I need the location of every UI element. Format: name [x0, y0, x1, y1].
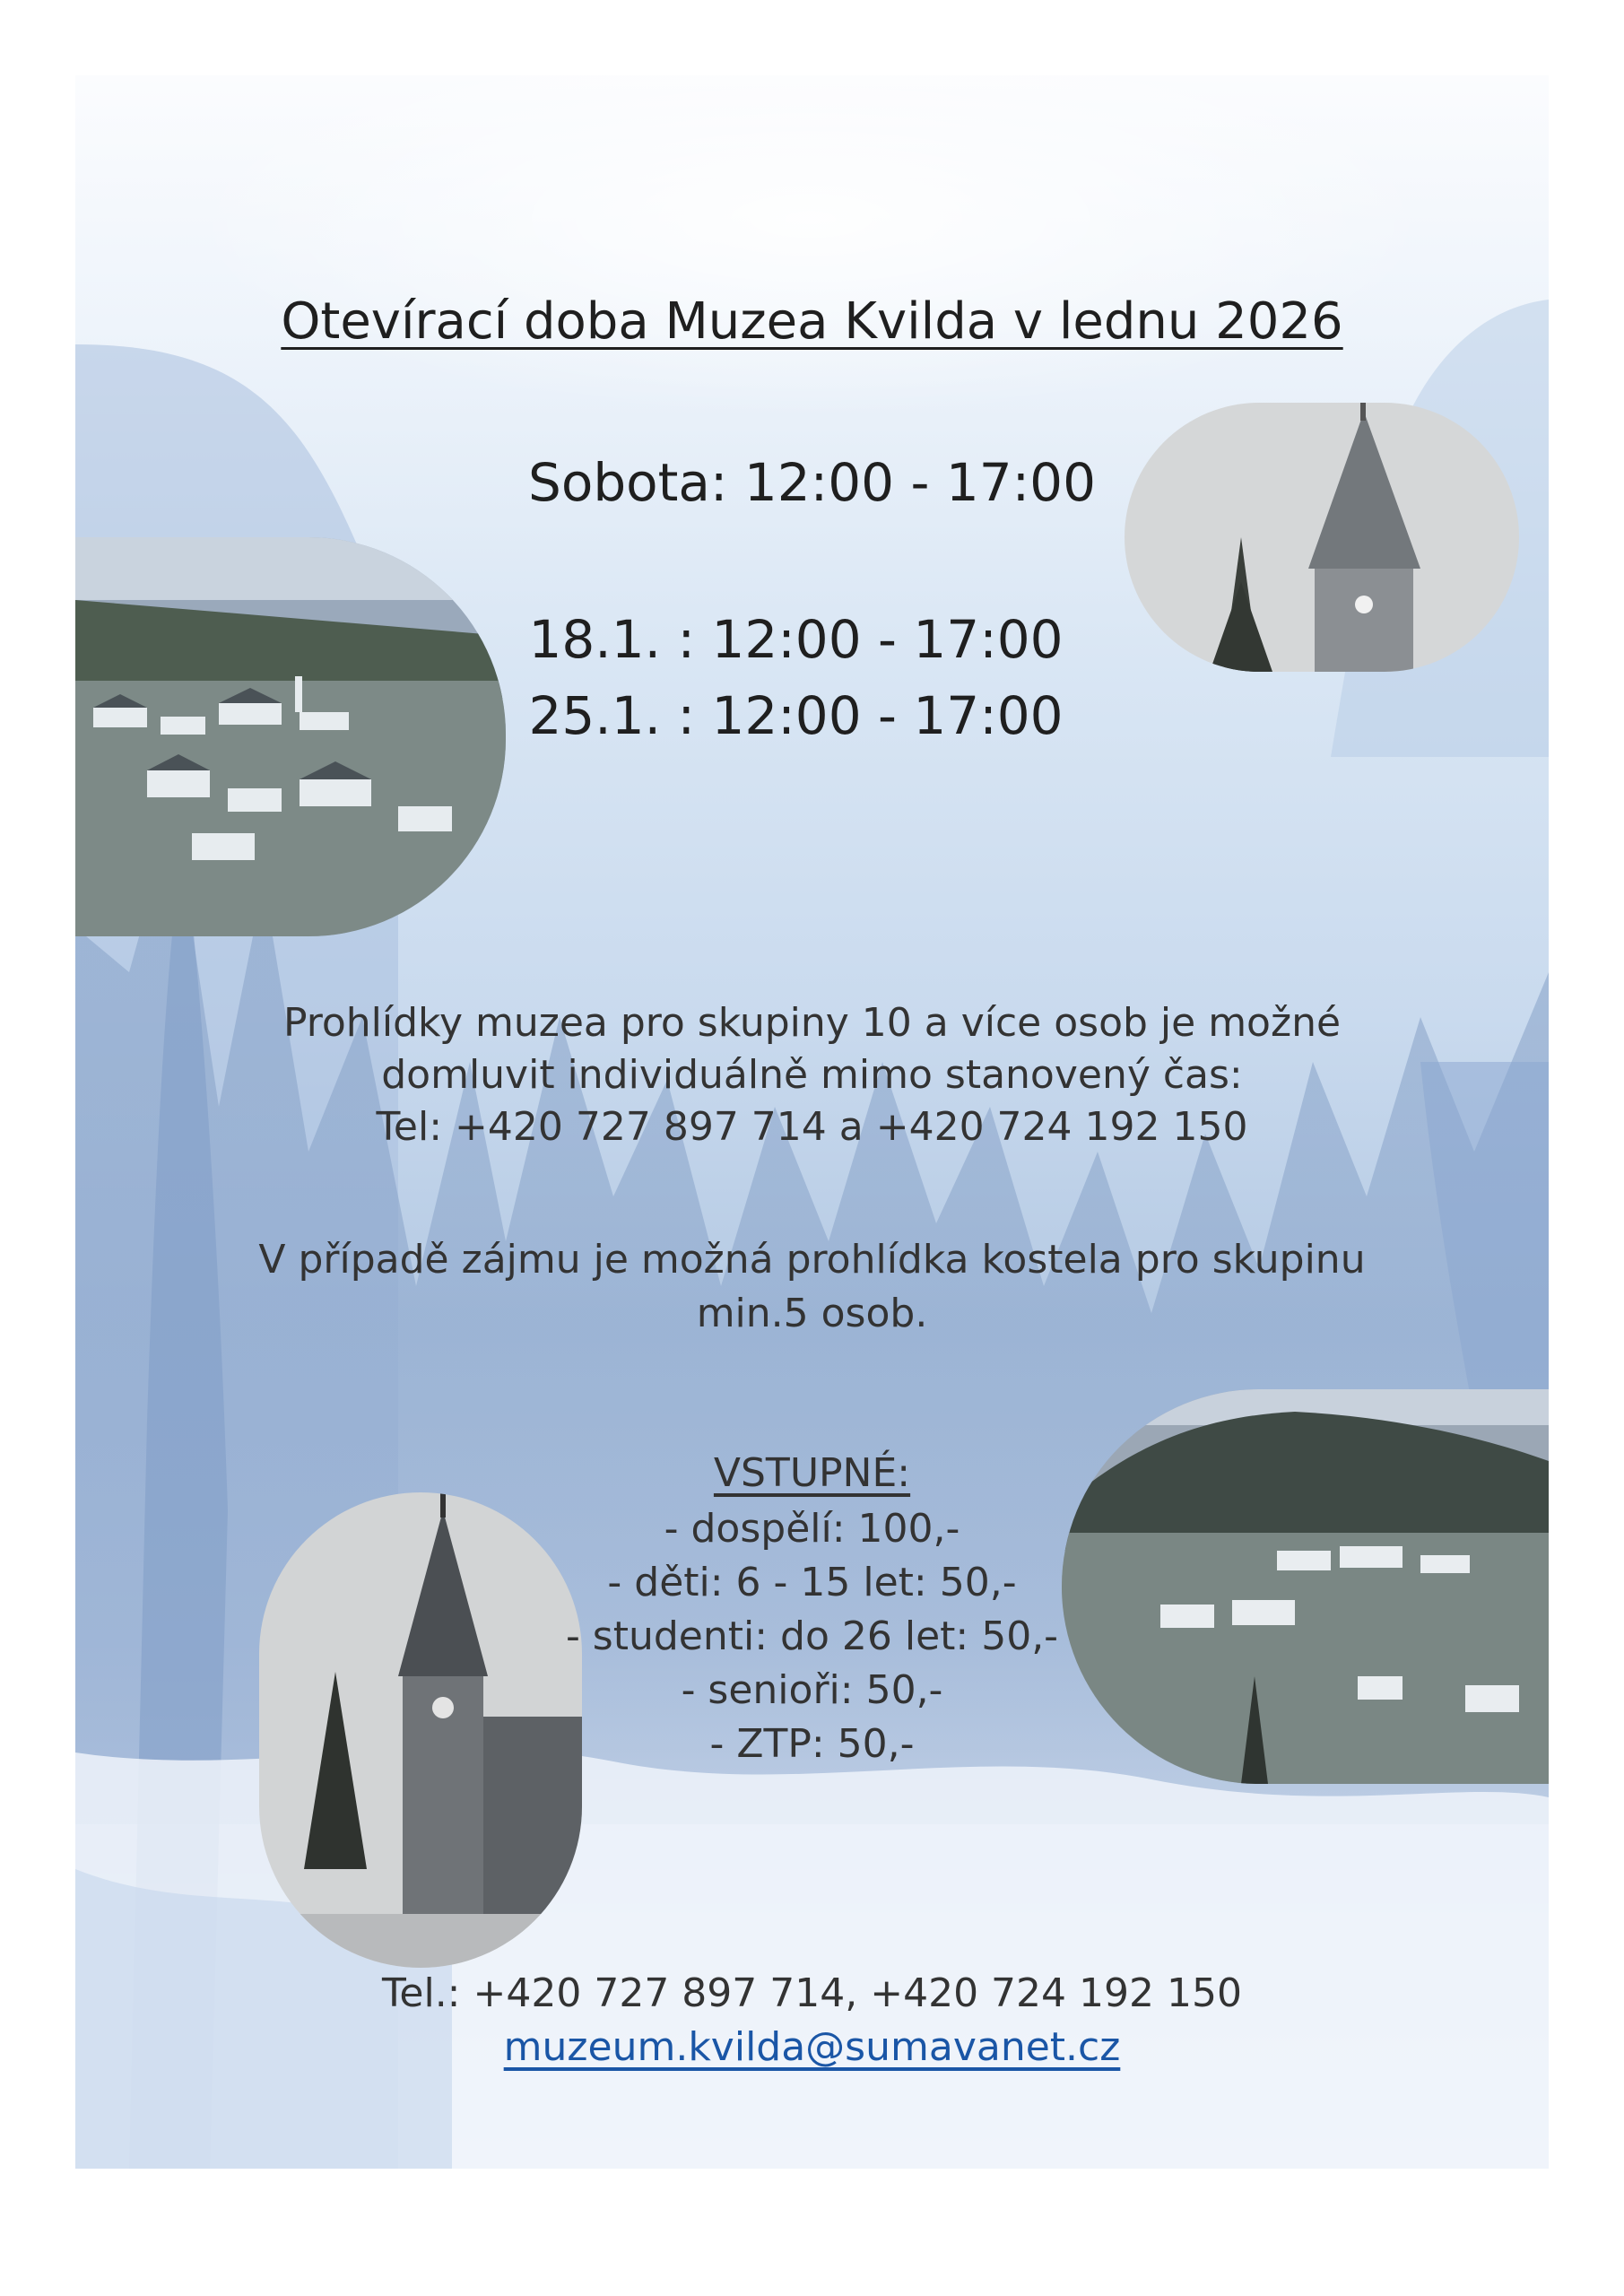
date-hours-2: 25.1. : 12:00 - 17:00 [528, 685, 1064, 746]
fee-seniors: - senioři: 50,- [681, 1667, 943, 1713]
page-title: Otevírací doba Muzea Kvilda v lednu 2026 [281, 292, 1343, 351]
church-tour-line-2: min.5 osob. [696, 1291, 928, 1336]
groups-line-1: Prohlídky muzea pro skupiny 10 a více osob je možné [282, 1000, 1342, 1046]
groups-line-2: domluvit individuálně mimo stanovený čas: [381, 1052, 1243, 1098]
fee-students: - studenti: do 26 let: 50,- [565, 1613, 1059, 1659]
contact-email-row [75, 2022, 1549, 2074]
contact-phone: Tel.: +420 727 897 714, +420 724 192 150 [382, 1970, 1242, 2016]
church-tour-line-1: V případě zájmu je možná prohlídka kostela pro skupinu [258, 1237, 1366, 1283]
fees-heading: VSTUPNÉ: [713, 1450, 911, 1496]
fee-children: - děti: 6 - 15 let: 50,- [607, 1560, 1017, 1605]
poster [75, 75, 1549, 2169]
fees-heading-row [75, 1448, 1549, 1500]
groups-phone-line: Tel: +420 727 897 714 a +420 724 192 150 [376, 1104, 1248, 1150]
contact-email-link[interactable]: muzeum.kvilda@sumavanet.cz [503, 2024, 1121, 2070]
date-hours-1: 18.1. : 12:00 - 17:00 [528, 609, 1064, 670]
fee-ztp: - ZTP: 50,- [709, 1721, 915, 1767]
saturday-hours: Sobota: 12:00 - 17:00 [528, 452, 1096, 513]
fee-adults: - dospělí: 100,- [664, 1506, 960, 1552]
